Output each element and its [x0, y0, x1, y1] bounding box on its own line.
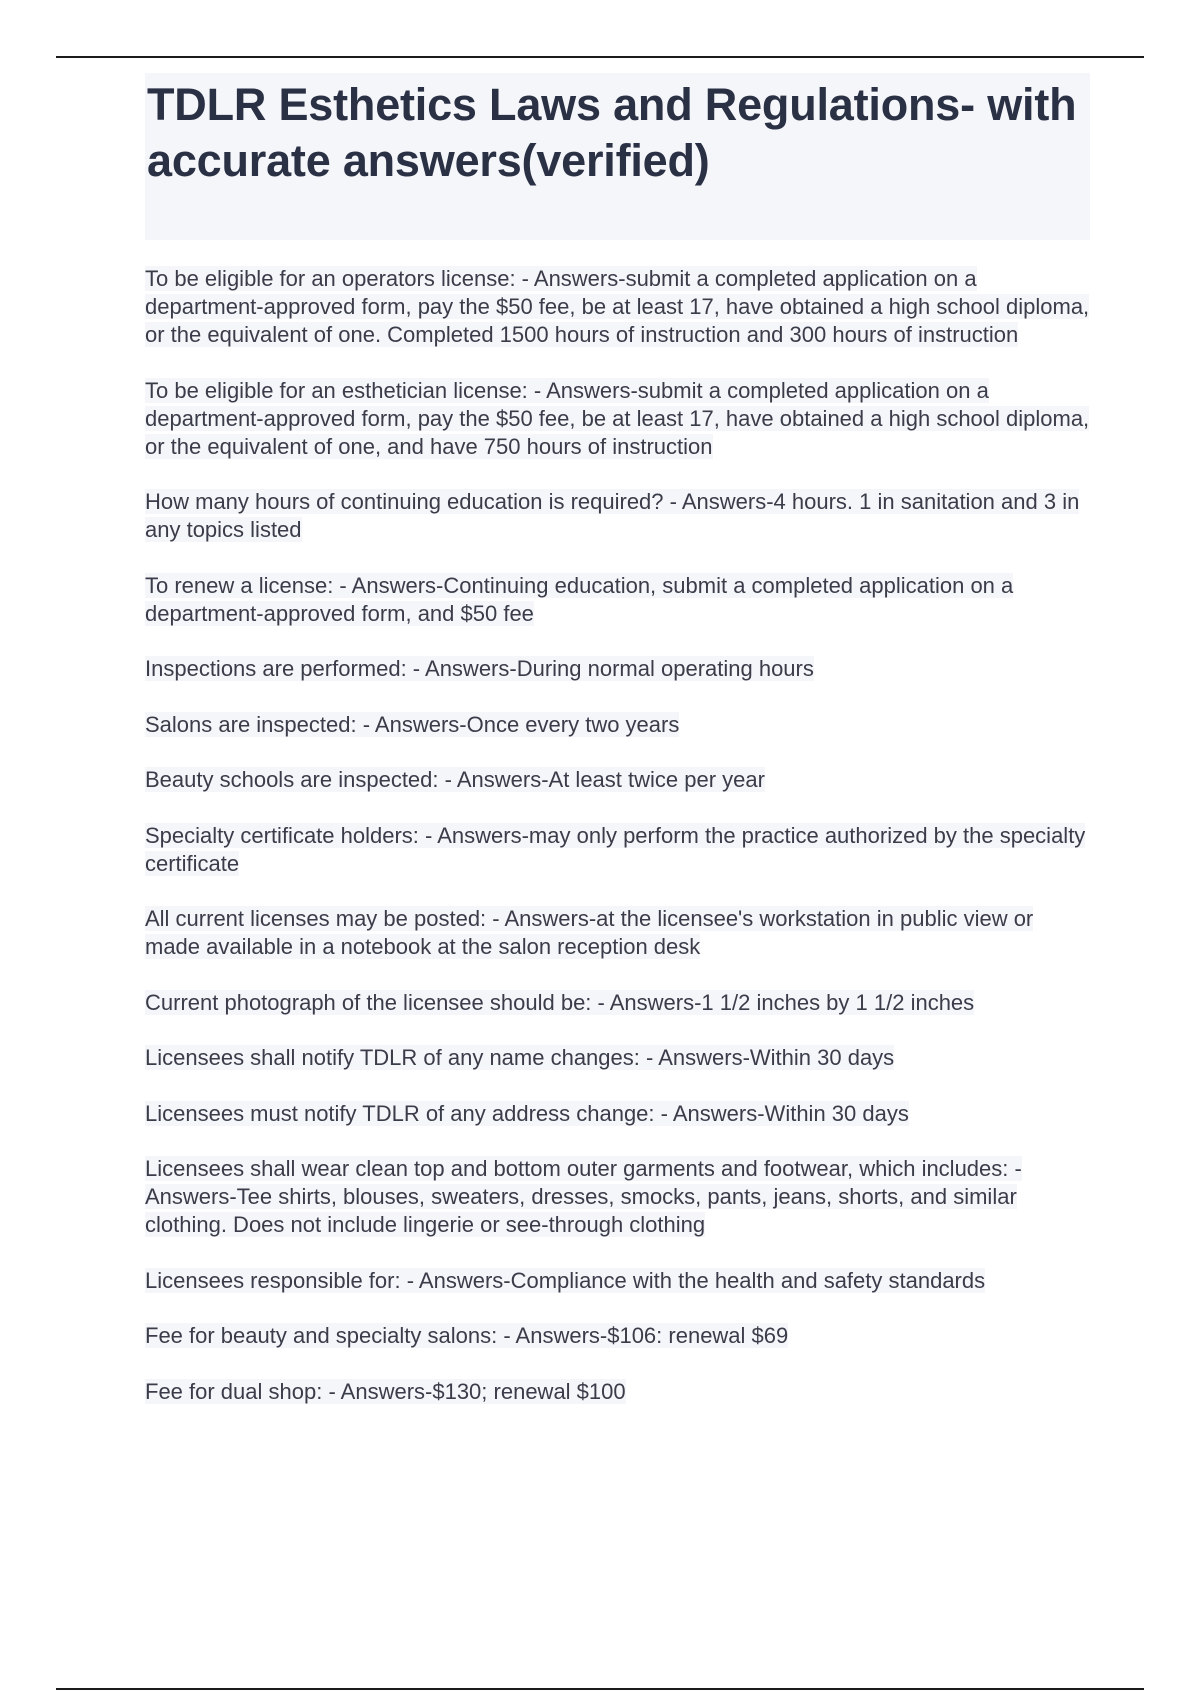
qa-item: Fee for dual shop: - Answers-$130; renewal $100 [145, 1378, 626, 1404]
qa-item: Fee for beauty and specialty salons: - Answers-$106: renewal $69 [145, 1323, 789, 1348]
qa-item: Beauty schools are inspected: - Answers-At least twice per year [145, 767, 765, 792]
title-block [145, 73, 1090, 240]
qa-item: To be eligible for an operators license: - Answers-submit a completed application on a department-approved form, pay the $50 fee, be at least 17, have obtained a high school diploma, or the equivalent of one. Completed 1500 hours of instruction and 300 hours of instruction [145, 266, 1090, 347]
qa-item: Licensees shall notify TDLR of any name changes: - Answers-Within 30 days [145, 1045, 895, 1070]
qa-item: To renew a license: - Answers-Continuing education, submit a completed application on a department-approved form, and $50 fee [145, 572, 1014, 626]
qa-item: Licensees shall wear clean top and bottom outer garments and footwear, which includes: - Answers-Tee shirts, blouses, sweaters, dresses, smocks, pants, jeans, shorts, and similar clothing. Does not include lingerie or see-through clothing [145, 1156, 1022, 1237]
qa-item: Licensees responsible for: - Answers-Compliance with the health and safety standards [145, 1267, 986, 1293]
qa-item: How many hours of continuing education is required? - Answers-4 hours. 1 in sanitation and 3 in any topics listed [145, 489, 1080, 542]
bottom-rule [56, 1688, 1144, 1690]
qa-item: Specialty certificate holders: - Answers-may only perform the practice authorized by the specialty certificate [145, 822, 1086, 876]
qa-item: To be eligible for an esthetician license: - Answers-submit a completed application on a department-approved form, pay the $50 fee, be at least 17, have obtained a high school diploma, or the equivalent of one, and have 750 hours of instruction [145, 377, 1090, 459]
qa-item: Salons are inspected: - Answers-Once every two years [145, 711, 680, 737]
qa-item: All current licenses may be posted: - Answers-at the licensee's workstation in public view or made available in a notebook at the salon reception desk [145, 906, 1034, 959]
qa-item: Inspections are performed: - Answers-During normal operating hours [145, 656, 814, 681]
qa-item: Current photograph of the licensee should be: - Answers-1 1/2 inches by 1 1/2 inches [145, 989, 975, 1015]
qa-list [145, 265, 1090, 1433]
document-title: TDLR Esthetics Laws and Regulations- with accurate answers(verified) [147, 79, 1077, 186]
top-rule [56, 56, 1144, 58]
qa-item: Licensees must notify TDLR of any address change: - Answers-Within 30 days [145, 1100, 909, 1126]
